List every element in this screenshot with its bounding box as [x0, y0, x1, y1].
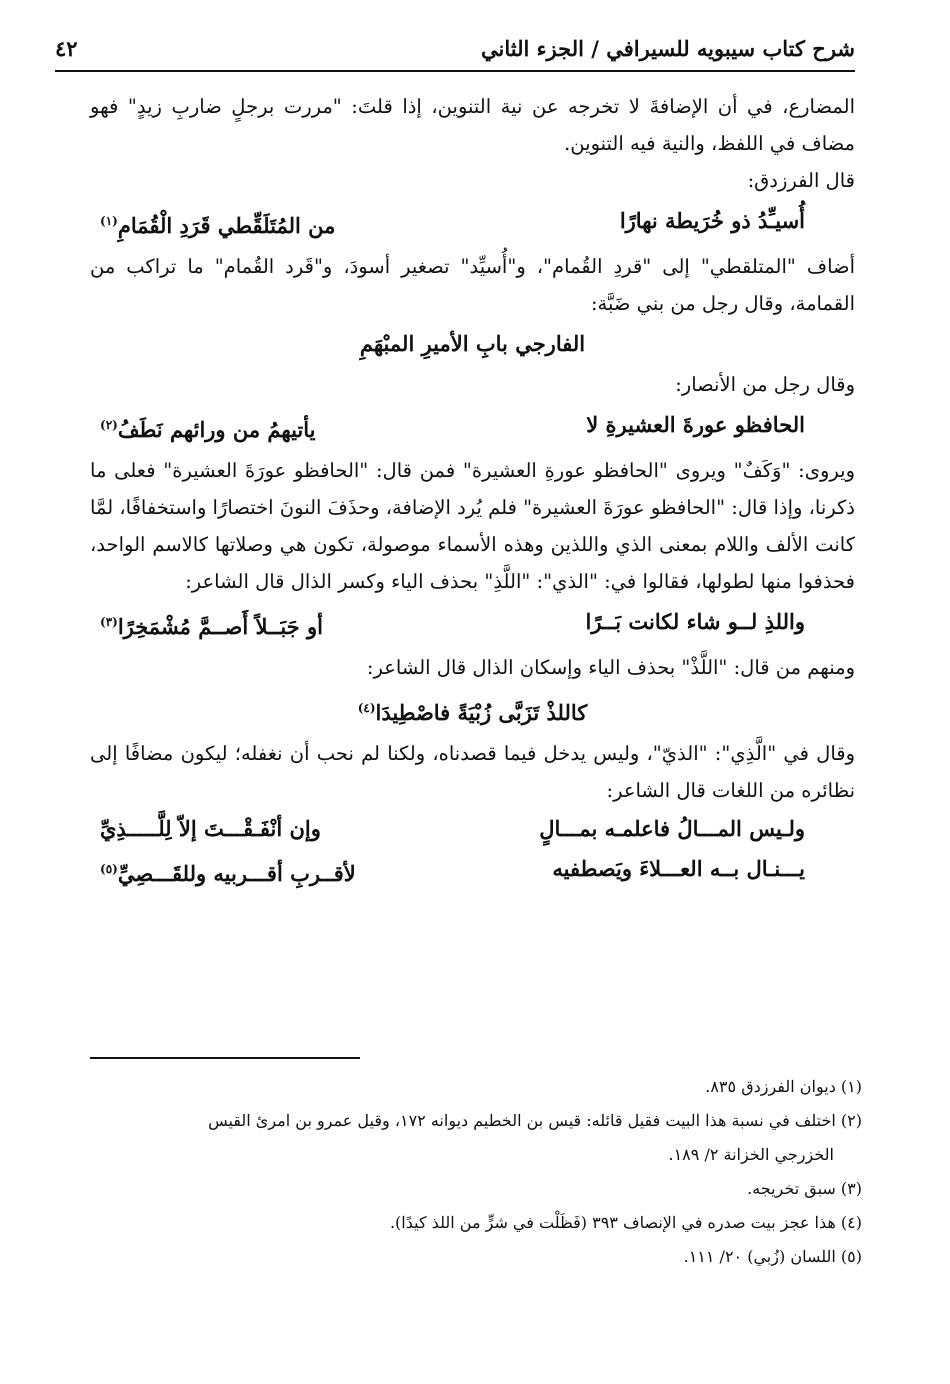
paragraph-1: المضارع، في أن الإضافةَ لا تخرجه عن نية التنوين، إذا قلتَ: "مررت برجلٍ ضاربِ زيدٍ" فهو مضاف في اللفظ، والنية فيه التنوين. [90, 95, 855, 155]
footnote-4: (٤) هذا عجز بيت صدره في الإنصاف ٣٩٣ (فَظَلْت في شرٍّ من اللذ كيدًا). [389, 1213, 862, 1232]
page-number: ٤٢ [55, 35, 78, 61]
verse-6-second-hemistich: وإن أنْفَـقْـــتَ إلاّ لِلَّـــــذِيِّ [100, 816, 321, 841]
verse-4-first-hemistich: واللذِ لــو شاء لكانت بَــرًا [585, 609, 805, 634]
footnote-rule [90, 1057, 360, 1059]
running-title: شرح كتاب سيبويه للسيرافي / الجزء الثاني [481, 35, 855, 61]
verse-4-second-hemistich: أو جَبَــلاً أَصــمَّ مُشْمَخِرًا$^{(٣)}$ [100, 614, 323, 639]
footnote-2: (٢) اختلف في نسبة هذا البيت فقيل قائله: قيس بن الخطيم ديوانه ١٧٢، وقيل عمرو بن امرئ القيس [208, 1111, 862, 1130]
verse-1 [90, 199, 855, 248]
paragraph-7: وقال في "الَّذِي": "الذيّ"، وليس يدخل فيما قصدناه، ولكنا لم نحب أن نغفله؛ ليكون مضافًا إلى نظائره من اللغات قال الشاعر: [90, 742, 855, 802]
paragraph-5: ويروى: "وَكَفٌ" ويروى "الحافظو عورةِ العشيرة" فمن قال: "الحافظو عورَةَ العشيرة" فعلى ما ذكرنا، وإذا قال: "الحافظو عورَةَ العشيرة" فلم يُرد الإضافة، وحذَفَ النونَ اختصارًا واستخفافًا، لمَّا كانت الألف واللام بمعنى الذي واللذين وهذه الأسماء موصولة، تكون هي وصلاتها كالاسم الواحد، فحذفوا منها لطولها، فقالوا في: "الذي": "اللَّذِ" بحذف الياء وكسر الذال قال الشاعر: [90, 459, 855, 593]
verse-3 [90, 403, 855, 452]
footnote-1: (١) ديوان الفرزدق ٨٣٥. [705, 1077, 862, 1096]
paragraph-2: قال الفرزدق: [747, 169, 855, 192]
verse-6 [90, 809, 855, 849]
footnote-marker-2: (٢) [100, 418, 118, 432]
header-rule [55, 70, 855, 72]
footnote-marker-4: (٤) [357, 701, 376, 715]
verse-5: كاللذْ تَزَبَّى زُبْيَةً فاصْطِيدَا$^{(٤)}$ [357, 700, 588, 725]
footnote-2-continuation: الخزرجي الخزانة ٢/ ١٨٩. [668, 1145, 834, 1164]
paragraph-3: أضاف "المتلقطي" إلى "قردِ القُمام"، و"أُسيِّد" تصغير أسودَ، و"قَرد القُمام" ما تراكب من القمامة، وقال رجل من بني ضَبَّة: [90, 255, 855, 315]
page-header [55, 28, 855, 68]
footnote-5: (٥) اللسان (زُبي) ٢٠/ ١١١. [683, 1247, 862, 1266]
verse-7-second-hemistich: لأقــربِ أقـــربيه وللقَـــصِيِّ$^{(٥)}$ [100, 861, 356, 886]
verse-7-first-hemistich: يـــنـال بــه العـــلاءَ ويَصطفيه [552, 856, 805, 881]
paragraph-6: ومنهم من قال: "اللَّذْ" بحذف الياء وإسكان الذال قال الشاعر: [366, 656, 855, 679]
verse-4 [90, 600, 855, 649]
paragraph-4: وقال رجل من الأنصار: [675, 373, 855, 396]
verse-3-second-hemistich: يأتيهمُ من ورائهم نَطَفُ$^{(٢)}$ [100, 417, 316, 442]
verse-7 [90, 849, 855, 894]
footnotes [90, 1070, 862, 1274]
verse-1-second-hemistich: من المُتَلَقِّطي قَرَدِ الْقُمَامِ$^{(١)}$ [100, 213, 336, 238]
footnote-3: (٣) سبق تخريجه. [747, 1179, 862, 1198]
verse-1-first-hemistich: أُسيـِّدُ ذو خُرَيطة نهارًا [619, 208, 805, 233]
verse-3-first-hemistich: الحافظو عورةَ العشيرةِ لا [586, 412, 805, 437]
verse-6-first-hemistich: ولـيس المـــالُ فاعلمـه بمـــالٍ [539, 816, 805, 841]
main-text [90, 88, 855, 894]
verse-2: الفارجي بابِ الأميرِ المبْهَمِ [359, 331, 586, 356]
footnote-marker-1: (١) [100, 214, 118, 228]
footnote-marker-5: (٥) [100, 862, 118, 876]
footnote-marker-3: (٣) [100, 615, 118, 629]
